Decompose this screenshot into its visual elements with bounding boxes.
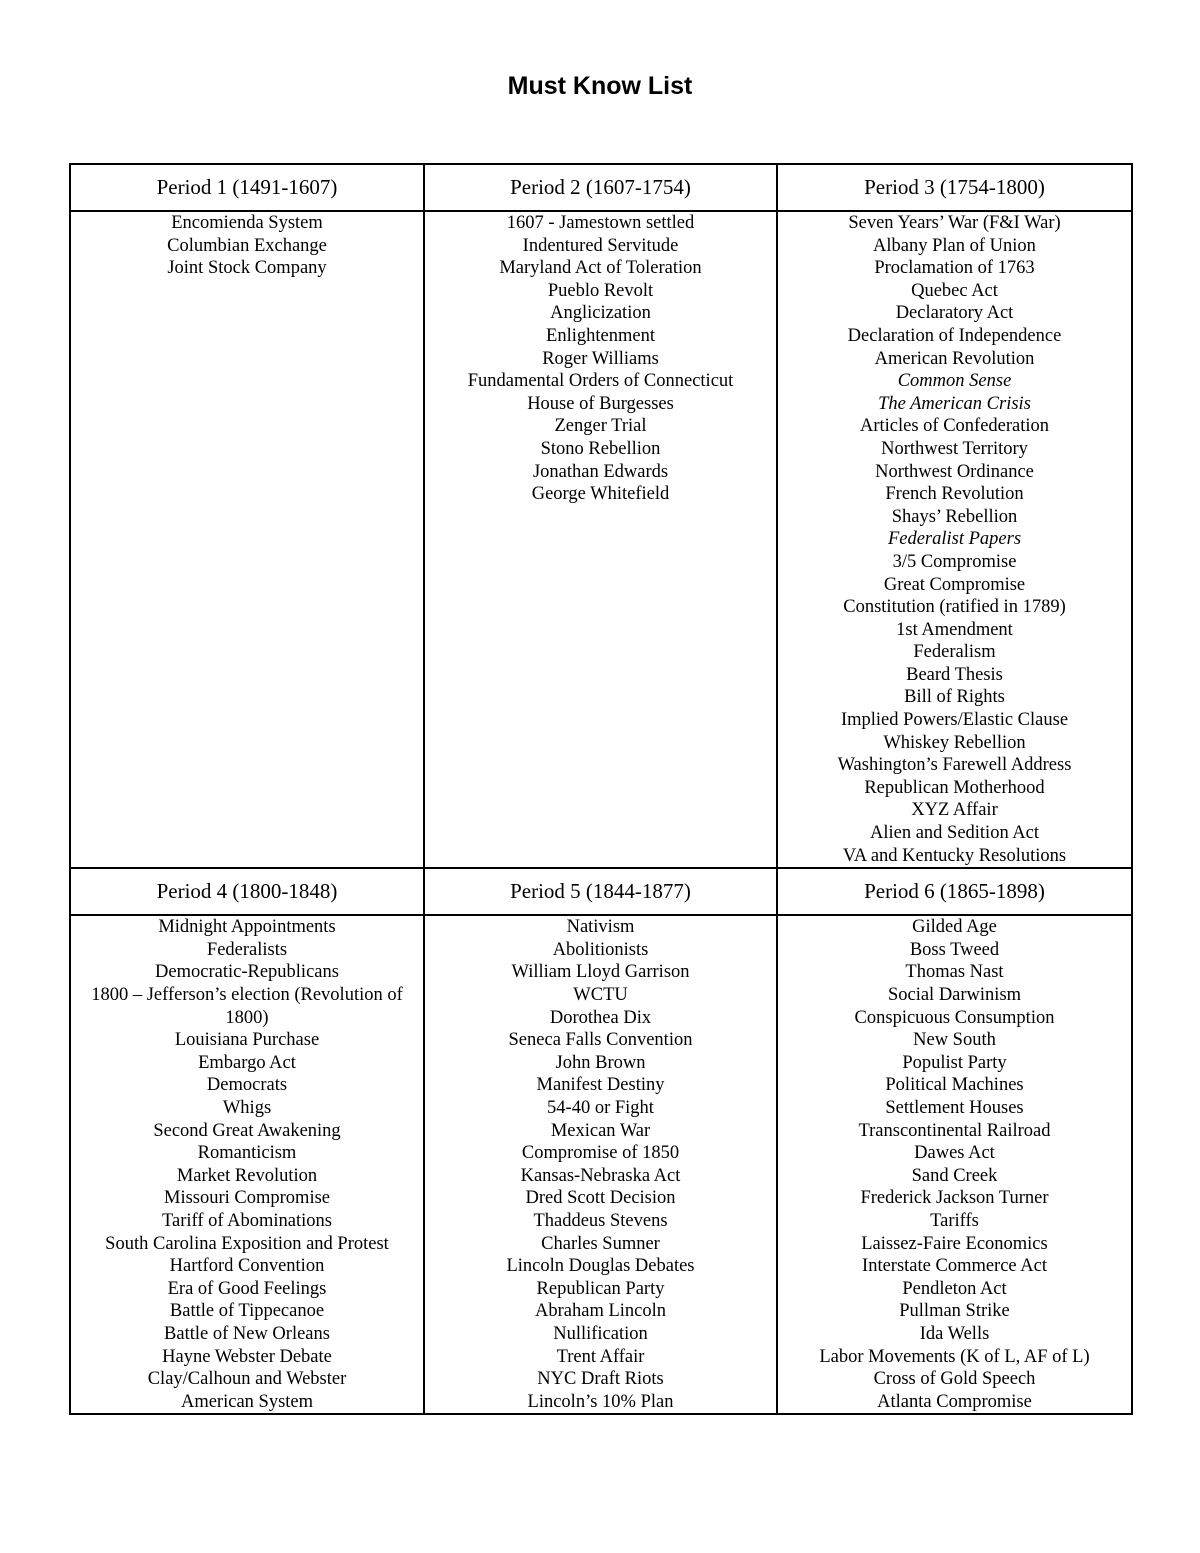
- term-item: 54-40 or Fight: [547, 1097, 654, 1118]
- period-terms-row: [70, 211, 1132, 868]
- term-item: George Whitefield: [531, 484, 670, 505]
- term-item: Dawes Act: [914, 1143, 995, 1164]
- period-header: Period 3 (1754-1800): [777, 164, 1132, 211]
- term-item: Zenger Trial: [554, 416, 647, 437]
- term-item: Thomas Nast: [905, 962, 1004, 983]
- term-item: Romanticism: [197, 1143, 297, 1164]
- term-item: Stono Rebellion: [540, 438, 661, 459]
- term-item: Lincoln’s 10% Plan: [527, 1391, 674, 1412]
- term-item: Pendleton Act: [902, 1278, 1007, 1299]
- term-item: Tariff of Abominations: [162, 1210, 332, 1231]
- term-item: Hartford Convention: [169, 1256, 325, 1277]
- term-item: Thaddeus Stevens: [533, 1210, 668, 1231]
- term-item: Labor Movements (K of L, AF of L): [819, 1346, 1090, 1367]
- term-item: Whiskey Rebellion: [883, 732, 1026, 753]
- term-item: Maryland Act of Toleration: [499, 258, 702, 279]
- term-item: Whigs: [222, 1097, 272, 1118]
- term-item: Shays’ Rebellion: [891, 506, 1018, 527]
- term-item: Constitution (ratified in 1789): [843, 597, 1066, 618]
- term-item: Washington’s Farewell Address: [837, 755, 1072, 776]
- term-item: John Brown: [555, 1052, 646, 1073]
- period-terms-row: [70, 915, 1132, 1414]
- term-item: Clay/Calhoun and Webster: [147, 1369, 347, 1390]
- term-item: Seneca Falls Convention: [508, 1030, 693, 1051]
- term-item: Northwest Ordinance: [875, 461, 1034, 482]
- term-item: Battle of New Orleans: [164, 1323, 330, 1344]
- term-item: Nullification: [553, 1323, 648, 1344]
- term-list: [424, 915, 777, 1414]
- term-item: Dred Scott Decision: [525, 1188, 676, 1209]
- term-item: Federalist Papers: [887, 529, 1022, 550]
- term-item: Abraham Lincoln: [535, 1301, 666, 1322]
- term-list: [70, 211, 424, 868]
- term-item: Columbian Exchange: [167, 235, 327, 256]
- term-item: American System: [180, 1391, 314, 1412]
- term-item: Jonathan Edwards: [532, 461, 669, 482]
- term-item: 1800 – Jefferson’s election (Revolution of 1800): [91, 985, 403, 1028]
- term-item: Federalists: [206, 939, 288, 960]
- term-list: [70, 915, 424, 1414]
- term-item: Sand Creek: [911, 1165, 998, 1186]
- term-item: Articles of Confederation: [859, 416, 1050, 437]
- period-header: Period 2 (1607-1754): [424, 164, 777, 211]
- term-item: XYZ Affair: [911, 800, 998, 821]
- period-header: Period 5 (1844-1877): [424, 868, 777, 915]
- term-item: Era of Good Feelings: [167, 1278, 327, 1299]
- term-item: Manifest Destiny: [536, 1075, 665, 1096]
- term-item: Transcontinental Railroad: [858, 1120, 1051, 1141]
- term-item: Ida Wells: [919, 1323, 990, 1344]
- term-item: Second Great Awakening: [153, 1120, 341, 1141]
- page-title: Must Know List: [507, 72, 693, 100]
- term-item: Charles Sumner: [541, 1233, 660, 1254]
- term-item: Democrats: [206, 1075, 288, 1096]
- term-item: Beard Thesis: [906, 664, 1003, 685]
- term-item: Great Compromise: [883, 574, 1026, 595]
- term-item: New South: [913, 1030, 996, 1051]
- period-header-row: [70, 164, 1132, 211]
- term-item: Hayne Webster Debate: [162, 1346, 332, 1367]
- term-item: Republican Party: [536, 1278, 665, 1299]
- term-item: Anglicization: [550, 303, 651, 324]
- period-header: Period 4 (1800-1848): [70, 868, 424, 915]
- term-item: Embargo Act: [198, 1052, 296, 1073]
- term-item: Fundamental Orders of Connecticut: [467, 371, 734, 392]
- term-item: French Revolution: [885, 484, 1024, 505]
- period-header: Period 1 (1491-1607): [70, 164, 424, 211]
- term-item: Populist Party: [902, 1052, 1007, 1073]
- term-list: [777, 211, 1132, 868]
- term-item: Frederick Jackson Turner: [860, 1188, 1049, 1209]
- term-item: Joint Stock Company: [167, 258, 327, 279]
- term-item: Battle of Tippecanoe: [169, 1301, 325, 1322]
- term-item: William Lloyd Garrison: [511, 962, 690, 983]
- term-item: South Carolina Exposition and Protest: [105, 1233, 389, 1254]
- term-item: Interstate Commerce Act: [862, 1256, 1047, 1277]
- term-item: Social Darwinism: [887, 985, 1022, 1005]
- term-item: House of Burgesses: [527, 393, 674, 414]
- term-item: Republican Motherhood: [864, 777, 1045, 798]
- term-item: Laissez-Faire Economics: [861, 1233, 1048, 1254]
- term-item: Proclamation of 1763: [874, 258, 1035, 279]
- term-item: 3/5 Compromise: [892, 551, 1017, 572]
- term-item: 1st Amendment: [896, 619, 1013, 640]
- term-item: Conspicuous Consumption: [854, 1007, 1055, 1028]
- term-item: Pullman Strike: [899, 1301, 1010, 1322]
- term-item: Democratic-Republicans: [155, 962, 339, 983]
- term-item: Northwest Territory: [881, 438, 1028, 459]
- term-item: Seven Years’ War (F&I War): [848, 213, 1061, 233]
- term-item: Mexican War: [550, 1120, 651, 1141]
- term-item: NYC Draft Riots: [537, 1369, 664, 1390]
- term-item: Alien and Sedition Act: [869, 823, 1040, 844]
- term-item: Gilded Age: [912, 917, 997, 938]
- term-item: Implied Powers/Elastic Clause: [840, 710, 1069, 731]
- term-item: The American Crisis: [878, 393, 1031, 414]
- term-item: Common Sense: [897, 371, 1012, 392]
- term-item: Albany Plan of Union: [873, 235, 1036, 256]
- term-item: Enlightenment: [546, 325, 655, 346]
- term-item: Declaratory Act: [895, 303, 1014, 324]
- term-item: Bill of Rights: [904, 687, 1005, 708]
- term-item: Atlanta Compromise: [877, 1391, 1032, 1412]
- term-item: Lincoln Douglas Debates: [506, 1256, 695, 1277]
- term-item: American Revolution: [874, 348, 1035, 369]
- period-header-row: [70, 868, 1132, 915]
- term-item: Nativism: [566, 917, 635, 938]
- term-item: Tariffs: [930, 1210, 979, 1231]
- term-item: 1607 - Jamestown settled: [506, 213, 695, 233]
- period-header: Period 6 (1865-1898): [777, 868, 1132, 915]
- term-item: Missouri Compromise: [164, 1188, 330, 1209]
- term-item: Political Machines: [885, 1075, 1024, 1096]
- term-item: WCTU: [573, 985, 628, 1005]
- term-item: Market Revolution: [176, 1165, 318, 1186]
- term-item: Midnight Appointments: [158, 917, 336, 938]
- term-item: Louisiana Purchase: [174, 1030, 320, 1051]
- term-item: VA and Kentucky Resolutions: [842, 845, 1067, 866]
- term-item: Pueblo Revolt: [547, 280, 654, 301]
- term-item: Roger Williams: [542, 348, 659, 369]
- term-item: Encomienda System: [171, 213, 323, 233]
- term-item: Settlement Houses: [885, 1097, 1024, 1118]
- term-item: Cross of Gold Speech: [873, 1369, 1036, 1390]
- must-know-table: [69, 163, 1133, 1415]
- term-item: Abolitionists: [552, 939, 649, 960]
- term-item: Trent Affair: [556, 1346, 645, 1367]
- term-item: Boss Tweed: [909, 939, 1000, 960]
- term-item: Indentured Servitude: [522, 235, 679, 256]
- term-item: Dorothea Dix: [549, 1007, 652, 1028]
- term-item: Quebec Act: [911, 280, 998, 301]
- term-item: Declaration of Independence: [847, 325, 1062, 346]
- term-list: [777, 915, 1132, 1414]
- term-item: Kansas-Nebraska Act: [520, 1165, 681, 1186]
- term-list: [424, 211, 777, 868]
- term-item: Compromise of 1850: [521, 1143, 680, 1164]
- term-item: Federalism: [913, 642, 996, 663]
